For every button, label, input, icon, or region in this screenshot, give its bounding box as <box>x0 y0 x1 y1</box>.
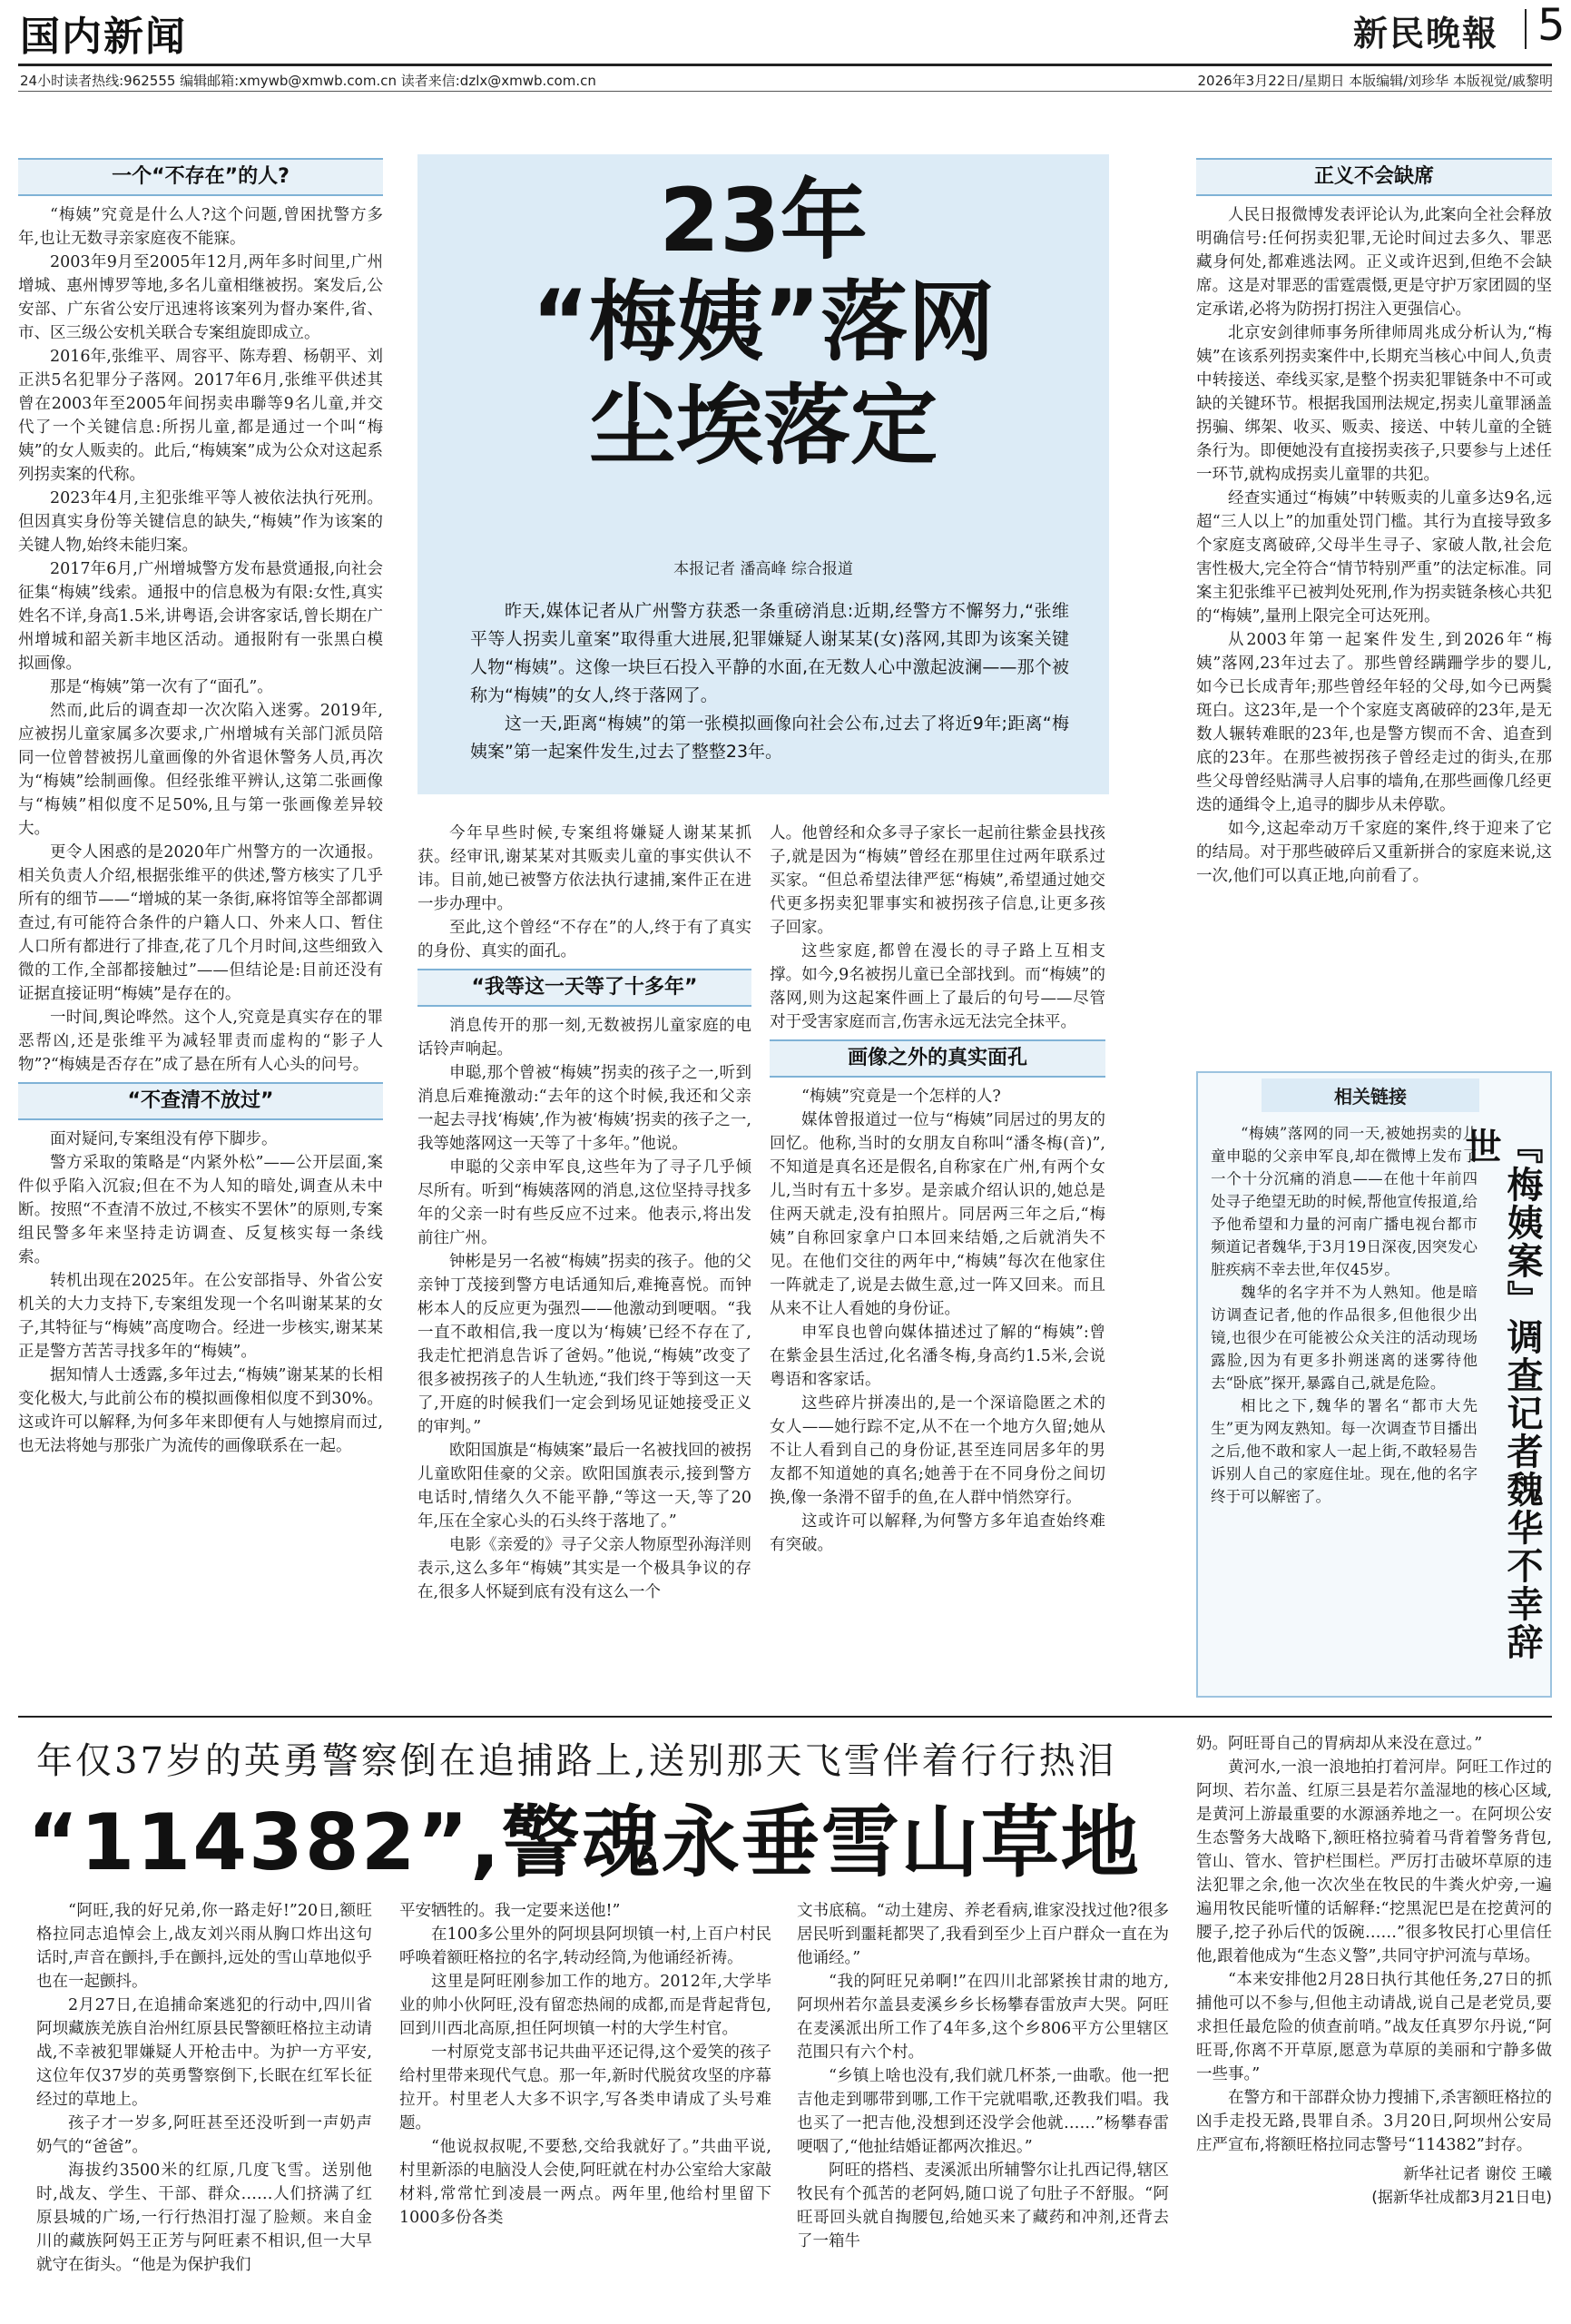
paragraph: 媒体曾报道过一位与“梅姨”同居过的男友的回忆。他称,当时的女朋友自称叫“潘冬梅(音)”,不知道是真名还是假名,自称家在广州,有两个女儿,当时有五十多岁。是亲戚介绍认识的,她总是住两天就走,没有拍照片。同居两三年之后,“梅姨”自称回家拿户口本回来结婚,之后就消失不见。在他们交往的两年中,“梅姨”每次在他家住一阵就走了,说是去做生意,过一阵又回来。而且从来不让人看她的身份证。 <box>770 1111 1105 1318</box>
lead-paragraph: 这一天,距离“梅姨”的第一张模拟画像向社会公布,过去了将近9年;距离“梅姨案”第一起案件发生,过去了整整23年。 <box>470 714 1069 762</box>
dateline: 2026年3月22日/星期日 本版编辑/刘珍华 本版视觉/戚黎明 <box>1197 73 1553 89</box>
paragraph: 那是“梅姨”第一次有了“面孔”。 <box>50 678 273 696</box>
section-head-nonexistent: 一个“不存在”的人? <box>18 158 383 196</box>
lead-paragraphs <box>470 597 1069 766</box>
paragraph: 人民日报微博发表评论认为,此案向全社会释放明确信号:任何拐卖犯罪,无论时间过去多久、罪恶藏身何处,都难逃法网。正义或许迟到,但绝不会缺席。这是对罪恶的雷霆震慑,更是守护万家团圆的坚定承诺,必将为防拐打拐注入更强信心。 <box>1196 206 1552 319</box>
paragraph: “他说叔叔呢,不要愁,交给我就好了。”共曲平说,村里新添的电脑没人会使,阿旺就在村办公室给大家敲材料,常常忙到凌晨一两点。两年里,他给村里留下1000多份各类 <box>399 2138 771 2227</box>
paragraph: 魏华的名字并不为人熟知。他是暗访调查记者,他的作品很多,但他很少出镜,也很少在可能被公众关注的活动现场露脸,因为有更多扑朔迷离的迷雾待他去“卧底”探开,暴露自己,就是危险。 <box>1211 1284 1478 1392</box>
related-text <box>1211 1122 1478 1508</box>
paragraph: 海拔约3500米的红原,几度飞雪。送别他时,战友、学生、干部、群众……人们挤满了红原县城的广场,一行行热泪打湿了脸颊。来自金川的藏族阿妈王正芳与阿旺素不相识,但一大早就守在街头。“他是为保护我们 <box>36 2162 372 2274</box>
paragraph: 消息传开的那一刻,无数被拐儿童家庭的电话铃声响起。 <box>417 1017 751 1059</box>
paragraph: 经查实通过“梅姨”中转贩卖的儿童多达9名,远超“三人以上”的加重处罚门槛。其行为直接导致多个家庭支离破碎,父母半生寻子、家破人散,社会危害性极大,完全符合“情节特别严重”的法定标准。同案主犯张维平已被判处死刑,作为拐卖链条核心共犯的“梅姨”,量刑上限完全可达死刑。 <box>1196 489 1552 625</box>
bottom-column-2 <box>399 1899 771 2230</box>
paragraph: 面对疑问,专案组没有停下脚步。 <box>50 1130 278 1148</box>
paragraph: 人。他曾经和众多寻子家长一起前往紫金县找孩子,就是因为“梅姨”曾经在那里住过两年联系过买家。“但总希望法律严惩“梅姨”,希望通过她交代更多拐卖犯罪事实和被拐孩子信息,让更多孩子回家。 <box>770 824 1105 937</box>
paragraph: “本来安排他2月28日执行其他任务,27日的抓捕他可以不参与,但他主动请战,说自己是老党员,要求担任最危险的侦查前哨。”战友任真罗尔丹说,“阿旺哥,你离不开草原,愿意为草原的美丽和宁静多做一些事。” <box>1196 1971 1552 2083</box>
story-divider <box>18 1716 1552 1718</box>
left-paras-1 <box>18 203 383 1077</box>
paragraph: 在警方和干部群众协力搜捕下,杀害额旺格拉的凶手走投无路,畏罪自杀。3月20日,阿坝州公安局庄严宣布,将额旺格拉同志警号“114382”封存。 <box>1196 2089 1552 2154</box>
paragraph: 2017年6月,广州增城警方发布悬赏通报,向社会征集“梅姨”线索。通报中的信息极为有限:女性,真实姓名不详,身高1.5米,讲粤语,会讲客家话,曾长期在广州增城和韶关新丰地区活动。通报附有一张黑白模拟画像。 <box>18 560 383 673</box>
headline-line-3: 尘埃落定 <box>589 375 938 477</box>
paragraph: 文书底稿。“动土建房、养老看病,谁家没找过他?很多居民听到噩耗都哭了,我看到至少上百户群众一直在为他诵经。” <box>797 1902 1169 1967</box>
paragraph: 北京安剑律师事务所律师周兆成分析认为,“梅姨”在该系列拐卖案件中,长期充当核心中间人,负责中转接送、牵线买家,是整个拐卖犯罪链条中不可或缺的关键环节。根据我国刑法规定,拐卖儿童罪涵盖拐骗、绑架、收买、贩卖、接送、中转儿童的全链条行为。即便她没有直接拐卖孩子,只要参与上述任一环节,就构成拐卖儿童罪的共犯。 <box>1196 324 1552 484</box>
section-head-investigate: “不查清不放过” <box>18 1082 383 1120</box>
paragraph: 黄河水,一浪一浪地拍打着河岸。阿旺工作过的阿坝、若尔盖、红原三县是若尔盖湿地的核心区域,是黄河上游最重要的水源涵养地之一。在阿坝公安生态警务大战略下,额旺格拉骑着马背着警务背包,管山、管水、管护栏围栏。严厉打击破坏草原的违法犯罪之余,他一次次坐在牧民的牛粪火炉旁,一遍遍用牧民能听懂的话解释:“挖黑泥巴是在挖黄河的腰子,挖子孙后代的饭碗……”很多牧民打心里信任他,跟着他成为“生态义警”,共同守护河流与草场。 <box>1196 1758 1552 1965</box>
paragraph: 一时间,舆论哗然。这个人,究竟是真实存在的罪恶帮凶,还是张维平为减轻罪责而虚构的“影子人物”?“梅姨是否存在”成了悬在所有人心头的问号。 <box>18 1009 383 1074</box>
paragraph: 更令人困惑的是2020年广州警方的一次通报。相关负责人介绍,根据张维平的供述,警方核实了几乎所有的细节——“增城的某一条街,麻将馆等全部都调查过,有可能符合条件的户籍人口、外来人口、暂住人口所有都进行了排查,花了几个月时间,这些细致入微的工作,全部都接触过”——但结论是:目前还没有证据直接证明“梅姨”是存在的。 <box>18 843 383 1003</box>
paragraph: 如今,这起牵动万千家庭的案件,终于迎来了它的结局。对于那些破碎后又重新拼合的家庭来说,这一次,他们可以真正地,向前看了。 <box>1196 820 1552 885</box>
bottom-column-4 <box>1196 1732 1552 2210</box>
dispatch-credit: (据新华社成都3月21日电) <box>1371 2189 1552 2207</box>
paragraph: 这些家庭,都曾在漫长的寻子路上互相支撑。如今,9名被拐儿童已全部找到。而“梅姨”的落网,则为这起案件画上了最后的句号——尽管对于受害家庭而言,伤害永远无法完全抹平。 <box>770 942 1105 1031</box>
bottom-column-1 <box>36 1899 372 2277</box>
paragraph: 平安牺牲的。我一定要来送他!” <box>399 1902 621 1920</box>
paragraph: 然而,此后的调查却一次次陷入迷雾。2019年,应被拐儿童家属多次要求,广州增城有关部门派员陪同一位曾替被拐儿童画像的外省退休警务人员,再次为“梅姨”绘制画像。但经张维平辨认,这第二张画像与“梅姨”相似度不足50%,且与第一张画像差异较大。 <box>18 702 383 838</box>
paragraph: 2月27日,在追捕命案逃犯的行动中,四川省阿坝藏族羌族自治州红原县民警额旺格拉主动请战,不幸被犯罪嫌疑人开枪击中。为护一方平安,这位年仅37岁的英勇警察倒下,长眠在红军长征经过的草地上。 <box>36 1996 372 2109</box>
paragraph: 这里是阿旺刚参加工作的地方。2012年,大学毕业的帅小伙阿旺,没有留恋热闹的成都,而是背起背包,回到川西北高原,担任阿坝镇一村的大学生村官。 <box>399 1973 771 2038</box>
related-link-head: 相关链接 <box>1262 1078 1479 1112</box>
paragraph: 申聪的父亲申军良,这些年为了寻子几乎倾尽所有。听到“梅姨落网的消息,这位坚持寻找多年的父亲一时有些反应不过来。他表示,将出发前往广州。 <box>417 1158 751 1247</box>
reporter-credit: 新华社记者 谢佼 王曦 <box>1403 2165 1552 2183</box>
bottom-subheadline: 年仅37岁的英勇警察倒在追捕路上,送别那天飞雪伴着行行热泪 <box>36 1740 1117 1782</box>
section-title: 国内新闻 <box>20 14 187 60</box>
newspaper-logo: 新民晚報 <box>1352 13 1498 54</box>
paragraph: “梅姨”究竟是一个怎样的人? <box>801 1088 1001 1106</box>
paragraph: 阿旺的搭档、麦溪派出所辅警尔让扎西记得,辖区牧民有个孤苦的老阿妈,随口说了句肚子不舒服。“阿旺哥回头就自掏腰包,给她买来了藏药和冲剂,还背去了一箱牛 <box>797 2162 1169 2250</box>
headline-box <box>417 154 1109 794</box>
paragraph: 2003年9月至2005年12月,两年多时间里,广州增城、惠州博罗等地,多名儿童相继被拐。案发后,公安部、广东省公安厅迅速将该案列为督办案件,省、市、区三级公安机关联合专案组旋即成立。 <box>18 253 383 342</box>
related-vertical-title: 『梅姨案』调查记者魏华不幸辞世 <box>1459 1128 1543 1661</box>
paragraph: “我的阿旺兄弟啊!”在四川北部紧挨甘肃的地方,阿坝州若尔盖县麦溪乡乡长杨攀春雷放声大哭。阿旺在麦溪派出所工作了4年多,这个乡806平方公里辖区范围只有六个村。 <box>797 1973 1169 2062</box>
right-column <box>1196 153 1552 888</box>
section-head-waited: “我等这一天等了十多年” <box>417 969 751 1007</box>
paragraph: 电影《亲爱的》寻子父亲人物原型孙海洋则表示,这么多年“梅姨”其实是一个极具争议的存在,很多人怀疑到底有没有这么一个 <box>417 1536 751 1601</box>
paragraph: 钟彬是另一名被“梅姨”拐卖的孩子。他的父亲钟丁茂接到警方电话通知后,难掩喜悦。而钟彬本人的反应更为强烈——他激动到哽咽。“我一直不敢相信,我一度以为‘梅姨’已经不存在了,我走忙把消息告诉了爸妈。”他说,“梅姨”改变了很多被拐孩子的人生轨迹,“我们终于等到这一天了,开庭的时候我们一定会到场见证她接受正义的审判。” <box>417 1253 751 1436</box>
masthead-divider <box>1525 9 1527 49</box>
paragraph: 欧阳国旗是“梅姨案”最后一名被找回的被拐儿童欧阳佳豪的父亲。欧阳国旗表示,接到警方电话时,情绪久久不能平静,“等这一天,等了20年,压在全家心头的石头终于落地了。” <box>417 1442 751 1531</box>
paragraph: “阿旺,我的好兄弟,你一路走好!”20日,额旺格拉同志追悼会上,战友刘兴雨从胸口炸出这句话时,声音在颤抖,手在颤抖,远处的雪山草地似乎也在一起颤抖。 <box>36 1902 372 1991</box>
paragraph: 申军良也曾向媒体描述过了解的“梅姨”:曾在紫金县生活过,化名潘冬梅,身高约1.5米,会说粤语和客家话。 <box>770 1324 1105 1389</box>
info-rule <box>18 91 1552 92</box>
paragraph: “梅姨”落网的同一天,被她拐卖的儿童申聪的父亲申军良,却在微博上发布了一个十分沉痛的消息——在他十年前四处寻子绝望无助的时候,帮他宣传报道,给予他希望和力量的河南广播电视台都市频道记者魏华,于3月19日深夜,因突发心脏疾病不幸去世,年仅45岁。 <box>1211 1125 1478 1278</box>
paragraph: 据知情人士透露,多年过去,“梅姨”谢某某的长相变化极大,与此前公布的模拟画像相似度不到30%。这或许可以解释,为何多年来即便有人与她擦肩而过,也无法将她与那张广为流传的画像联系在一起。 <box>18 1366 383 1455</box>
paragraph: 这或许可以解释,为何警方多年追查始终难有突破。 <box>770 1512 1105 1554</box>
paragraph: 2016年,张维平、周容平、陈寿碧、杨朝平、刘正洪5名犯罪分子落网。2017年6月,张维平供述其曾在2003年至2005年间拐卖串聯等9名儿童,并交代了一个关键信息:所拐儿童,都是通过一个叫“梅姨”的女人贩卖的。此后,“梅姨案”成为公众对这起系列拐卖案的代称。 <box>18 348 383 484</box>
headline-line-1: 23年 <box>659 170 868 271</box>
paragraph: 奶。阿旺哥自己的胃病却从来没在意过。” <box>1196 1735 1483 1753</box>
lead-paragraph: 昨天,媒体记者从广州警方获悉一条重磅消息:近期,经警方不懈努力,“张维平等人拐卖儿童案”取得重大进展,犯罪嫌疑人谢某某(女)落网,其即为该案关键人物“梅姨”。这像一块巨石投入平静的水面,在无数人心中激起波澜——那个被称为“梅姨”的女人,终于落网了。 <box>470 601 1069 705</box>
section-head-true-face: 画像之外的真实面孔 <box>770 1039 1105 1078</box>
byline: 本报记者 潘高峰 综合报道 <box>673 560 853 578</box>
bottom-headline: “114382”,警魂永垂雪山草地 <box>27 1797 1141 1888</box>
paragraph: 至此,这个曾经“不存在”的人,终于有了真实的身份、真实的面孔。 <box>417 919 751 960</box>
paragraph: 相比之下,魏华的署名“都市大先生”更为网友熟知。每一次调查节目播出之后,他不敢和家人一起上街,不敢轻易告诉别人自己的家庭住址。现在,他的名字终于可以解密了。 <box>1211 1397 1478 1505</box>
masthead-rule <box>18 64 1552 66</box>
bottom-column-3 <box>797 1899 1169 2253</box>
left-paras-2 <box>18 1128 383 1458</box>
paragraph: 转机出现在2025年。在公安部指导、外省公安机关的大力支持下,专案组发现一个名叫谢某某的女子,其特征与“梅姨”高度吻合。经进一步核实,谢某某正是警方苦苦寻找多年的“梅姨”。 <box>18 1272 383 1361</box>
paragraph: 这些碎片拼凑出的,是一个深谙隐匿之术的女人——她行踪不定,从不在一个地方久留;她从不让人看到自己的身份证,甚至连同居多年的男友都不知道她的真名;她善于在不同身份之间切换,像一条滑不留手的鱼,在人群中悄然穿行。 <box>770 1394 1105 1507</box>
contact-info: 24小时读者热线:962555 编辑邮箱:xmywb@xmwb.com.cn 读者来信:dzlx@xmwb.com.cn <box>20 73 596 89</box>
paragraph: 今年早些时候,专案组将嫌疑人谢某某抓获。经审讯,谢某某对其贩卖儿童的事实供认不讳。目前,她已被警方依法执行逮捕,案件正在进一步办理中。 <box>417 824 751 913</box>
paragraph: 孩子才一岁多,阿旺甚至还没听到一声奶声奶气的“爸爸”。 <box>36 2114 372 2156</box>
paragraph: 警方采取的策略是“内紧外松”——公开层面,案件似乎陷入沉寂;但在不为人知的暗处,调查从未中断。按照“不查清不放过,不核实不罢休”的原则,专案组民警多年来坚持走访调查、反复核实每一条线索。 <box>18 1154 383 1266</box>
middle-column <box>417 822 751 1604</box>
left-column <box>18 153 383 1458</box>
paragraph: 在100多公里外的阿坝县阿坝镇一村,上百户村民呼唤着额旺格拉的名字,转动经筒,为他诵经祈祷。 <box>399 1925 771 1967</box>
paragraph: 从2003年第一起案件发生,到2026年“梅姨”落网,23年过去了。那些曾经蹒跚学步的婴儿,如今已长成青年;那些曾经年轻的父母,如今已两鬓斑白。这23年,是一个个家庭支离破碎的23年,是无数人辗转难眠的23年,也是警方锲而不舍、追查到底的23年。在那些被拐孩子曾经走过的街头,在那些父母曾经贴满寻人启事的墙角,在那些画像几经更迭的通缉令上,追寻的脚步从未停歇。 <box>1196 631 1552 814</box>
paragraph: “乡镇上啥也没有,我们就几杯茶,一曲歌。他一把吉他走到哪带到哪,工作干完就唱歌,还教我们唱。我也买了一把吉他,没想到还没学会他就……”杨攀春雷哽咽了,“他扯结婚证都两次推迟。” <box>797 2067 1169 2156</box>
paragraph: 一村原党支部书记共曲平还记得,这个爱笑的孩子给村里带来现代气息。那一年,新时代脱贫攻坚的序幕拉开。村里老人大多不识字,写各类申请成了头号难题。 <box>399 2043 771 2132</box>
paragraph: 申聪,那个曾被“梅姨”拐卖的孩子之一,听到消息后难掩激动:“去年的这个时候,我还和父亲一起去寻找‘梅姨’,作为被‘梅姨’拐卖的孩子之一,我等她落网这一天等了十多年。”他说。 <box>417 1064 751 1153</box>
page-number: 5 <box>1537 0 1566 51</box>
section-head-justice: 正义不会缺席 <box>1196 158 1552 196</box>
headline-line-2: “梅姨”落网 <box>531 271 996 373</box>
paragraph: 2023年4月,主犯张维平等人被依法执行死刑。但因真实身份等关键信息的缺失,“梅姨”作为该案的关键人物,始终未能归案。 <box>18 489 383 555</box>
right-middle-column <box>770 822 1105 1557</box>
paragraph: “梅姨”究竟是什么人?这个问题,曾困扰警方多年,也让无数寻亲家庭夜不能寐。 <box>18 206 383 248</box>
